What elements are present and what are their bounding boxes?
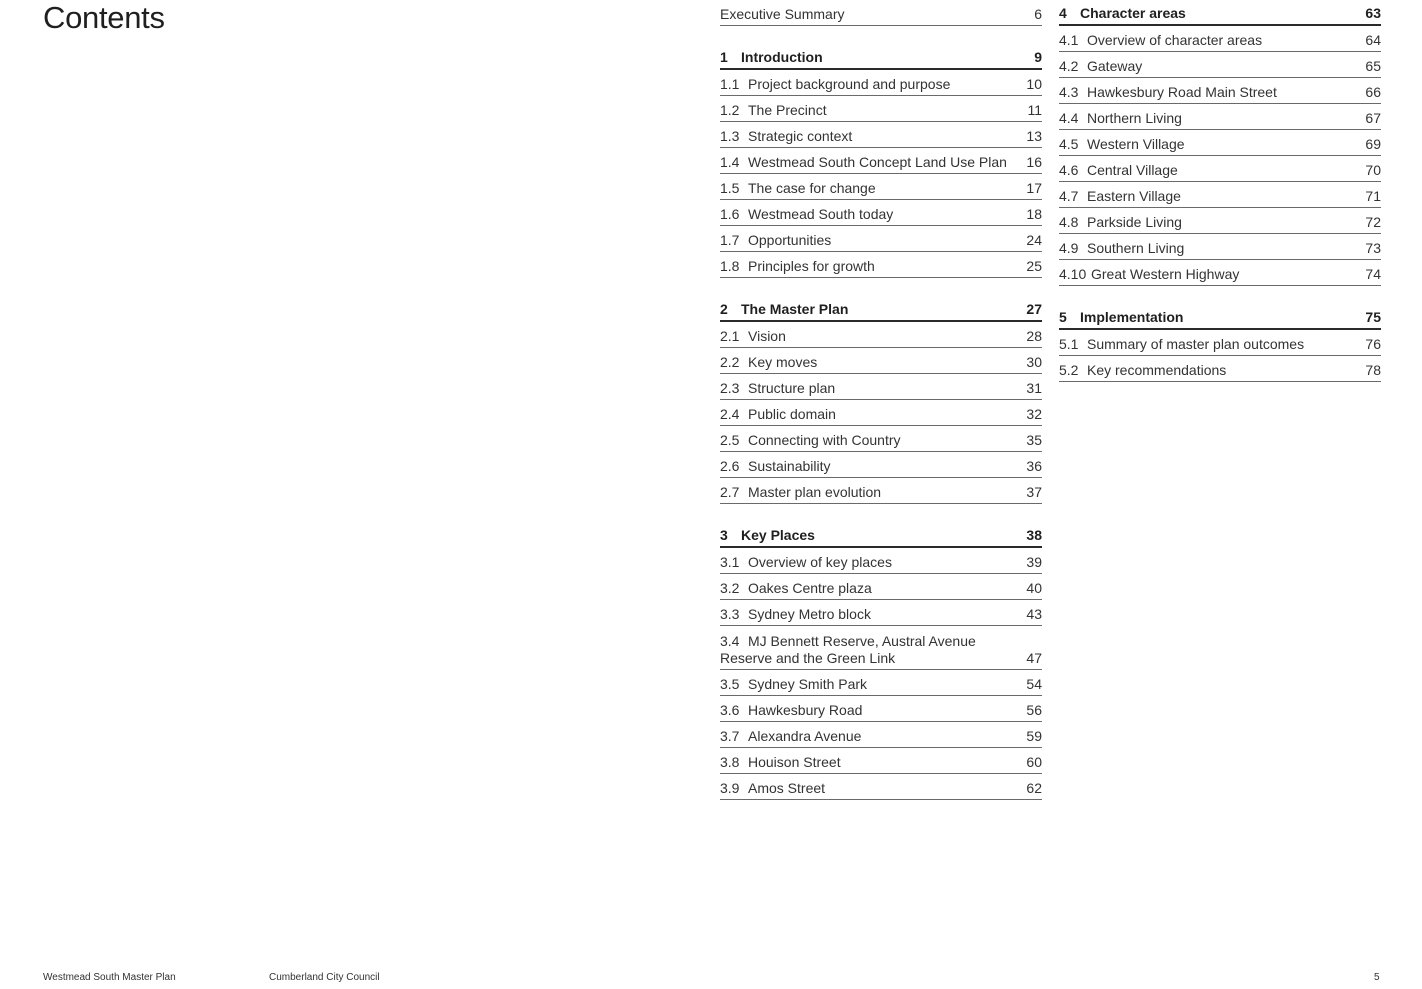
entry-label: Northern Living <box>1087 110 1182 126</box>
entry-page: 11 <box>1027 102 1042 118</box>
entry-page: 76 <box>1365 336 1381 352</box>
entry-number: 5.2 <box>1059 362 1079 378</box>
entry-number: 1.7 <box>720 232 740 248</box>
entry-number: 1.1 <box>720 76 740 92</box>
toc-entry-page: 6 <box>1034 6 1042 22</box>
entry-label: Hawkesbury Road Main Street <box>1087 84 1277 100</box>
entry-number: 3.8 <box>720 754 740 770</box>
toc-entry[interactable] <box>1059 52 1381 78</box>
entry-label: Amos Street <box>748 780 826 796</box>
toc-entry[interactable] <box>720 70 1042 96</box>
footer-page-number: 5 <box>1374 972 1380 983</box>
entry-label: Principles for growth <box>748 258 875 274</box>
entry-label: Summary of master plan outcomes <box>1087 336 1305 352</box>
entry-label: Sydney Metro block <box>748 606 871 622</box>
entry-page: 18 <box>1026 206 1042 222</box>
section-page: 75 <box>1365 309 1381 325</box>
entry-page: 47 <box>1026 650 1042 666</box>
entry-number: 1.4 <box>720 154 740 170</box>
toc-section-character-areas[interactable] <box>1059 0 1381 26</box>
entry-label: Opportunities <box>748 232 832 248</box>
toc-entry[interactable] <box>1059 234 1381 260</box>
toc-entry[interactable] <box>1059 156 1381 182</box>
toc-entry[interactable] <box>1059 26 1381 52</box>
toc-entry[interactable] <box>720 626 1042 670</box>
toc-entry[interactable] <box>720 670 1042 696</box>
toc-section-implementation[interactable] <box>1059 304 1381 330</box>
entry-page: 71 <box>1365 188 1381 204</box>
entry-number: 4.8 <box>1059 214 1079 230</box>
entry-page: 35 <box>1026 432 1042 448</box>
entry-number: 2.2 <box>720 354 740 370</box>
entry-page: 62 <box>1026 780 1042 796</box>
entry-number: 2.3 <box>720 380 740 396</box>
entry-page: 36 <box>1026 458 1042 474</box>
entry-label: Central Village <box>1087 162 1178 178</box>
entry-page: 60 <box>1026 754 1042 770</box>
entry-page: 74 <box>1365 266 1381 282</box>
entry-number: 1.2 <box>720 102 740 118</box>
section-page: 38 <box>1026 527 1042 543</box>
entry-label: Western Village <box>1087 136 1185 152</box>
toc-entry[interactable] <box>1059 130 1381 156</box>
entry-page: 31 <box>1026 380 1042 396</box>
entry-label: Master plan evolution <box>748 484 882 500</box>
entry-label: Parkside Living <box>1087 214 1182 230</box>
toc-entry[interactable] <box>1059 330 1381 356</box>
entry-number: 3.7 <box>720 728 740 744</box>
section-number: 5 <box>1059 309 1067 325</box>
toc-entry[interactable] <box>720 748 1042 774</box>
entry-number: 3.3 <box>720 606 740 622</box>
toc-entry[interactable] <box>720 200 1042 226</box>
entry-label: Strategic context <box>748 128 853 144</box>
entry-number: 4.9 <box>1059 240 1079 256</box>
entry-page: 64 <box>1365 32 1381 48</box>
entry-number: 3.9 <box>720 780 740 796</box>
toc-entry[interactable] <box>720 452 1042 478</box>
entry-page: 65 <box>1365 58 1381 74</box>
toc-entry[interactable] <box>1059 104 1381 130</box>
entry-number: 1.8 <box>720 258 740 274</box>
entry-label: Sydney Smith Park <box>748 676 868 692</box>
entry-label: Westmead South today <box>748 206 894 222</box>
toc-entry[interactable] <box>720 426 1042 452</box>
entry-label: Gateway <box>1087 58 1143 74</box>
entry-page: 28 <box>1026 328 1042 344</box>
entry-label: Oakes Centre plaza <box>748 580 872 596</box>
entry-page: 30 <box>1026 354 1042 370</box>
entry-label: Houison Street <box>748 754 841 770</box>
entry-label: Eastern Village <box>1087 188 1181 204</box>
toc-entry[interactable] <box>720 722 1042 748</box>
toc-entry-executive-summary[interactable] <box>720 0 1042 26</box>
entry-label: Project background and purpose <box>748 76 951 92</box>
toc-entry[interactable] <box>1059 182 1381 208</box>
toc-entry[interactable] <box>720 96 1042 122</box>
toc-entry[interactable] <box>1059 260 1381 286</box>
section-page: 27 <box>1026 301 1042 317</box>
entry-page: 54 <box>1026 676 1042 692</box>
section-number: 2 <box>720 301 728 317</box>
entry-page: 66 <box>1365 84 1381 100</box>
entry-number: 2.6 <box>720 458 740 474</box>
entry-number: 3.1 <box>720 554 740 570</box>
entry-label: Hawkesbury Road <box>748 702 863 718</box>
toc-entry[interactable] <box>720 548 1042 574</box>
section-title: Character areas <box>1080 5 1186 21</box>
entry-label: Vision <box>748 328 786 344</box>
entry-label: The case for change <box>748 180 876 196</box>
entry-page: 69 <box>1365 136 1381 152</box>
footer-council-name: Cumberland City Council <box>269 972 380 983</box>
entry-page: 39 <box>1026 554 1042 570</box>
entry-number: 1.5 <box>720 180 740 196</box>
toc-entry[interactable] <box>720 696 1042 722</box>
entry-label: Connecting with Country <box>748 432 901 448</box>
toc-entry[interactable] <box>720 574 1042 600</box>
section-number: 3 <box>720 527 728 543</box>
entry-label: Public domain <box>748 406 836 422</box>
entry-label: Key recommendations <box>1087 362 1227 378</box>
entry-page: 43 <box>1026 606 1042 622</box>
entry-label: Great Western Highway <box>1091 266 1240 282</box>
entry-label: The Precinct <box>748 102 827 118</box>
entry-page: 32 <box>1026 406 1042 422</box>
entry-page: 56 <box>1026 702 1042 718</box>
entry-page: 16 <box>1026 154 1042 170</box>
toc-entry[interactable] <box>1059 356 1381 382</box>
toc-entry[interactable] <box>720 226 1042 252</box>
toc-entry[interactable] <box>1059 208 1381 234</box>
entry-page: 78 <box>1365 362 1381 378</box>
section-title: Introduction <box>741 49 823 65</box>
toc-entry[interactable] <box>720 122 1042 148</box>
toc-entry[interactable] <box>720 348 1042 374</box>
toc-entry-label: Executive Summary <box>720 6 845 22</box>
toc-entry[interactable] <box>720 174 1042 200</box>
entry-number: 2.1 <box>720 328 740 344</box>
section-number: 1 <box>720 49 728 65</box>
entry-page: 73 <box>1365 240 1381 256</box>
entry-number: 3.2 <box>720 580 740 596</box>
page-title: Contents <box>43 0 165 35</box>
entry-number: 5.1 <box>1059 336 1079 352</box>
entry-number: 1.3 <box>720 128 740 144</box>
entry-page: 59 <box>1026 728 1042 744</box>
toc-entry[interactable] <box>720 774 1042 800</box>
entry-number: 3.4 <box>720 633 740 649</box>
toc-entry[interactable] <box>720 400 1042 426</box>
entry-number: 3.6 <box>720 702 740 718</box>
entry-page: 67 <box>1365 110 1381 126</box>
entry-page: 70 <box>1365 162 1381 178</box>
entry-label: Key moves <box>748 354 818 370</box>
entry-page: 13 <box>1026 128 1042 144</box>
entry-number: 3.5 <box>720 676 740 692</box>
entry-number: 4.6 <box>1059 162 1079 178</box>
entry-number: 4.7 <box>1059 188 1079 204</box>
toc-entry[interactable] <box>720 148 1042 174</box>
toc-section-master-plan[interactable] <box>720 296 1042 322</box>
toc-entry[interactable] <box>720 322 1042 348</box>
entry-page: 72 <box>1365 214 1381 230</box>
entry-number: 4.10 <box>1059 266 1087 282</box>
entry-page: 10 <box>1026 76 1042 92</box>
entry-label: Structure plan <box>748 380 836 396</box>
toc-entry[interactable] <box>1059 78 1381 104</box>
entry-page: 40 <box>1026 580 1042 596</box>
section-title: Implementation <box>1080 309 1184 325</box>
toc-entry[interactable] <box>720 600 1042 626</box>
section-number: 4 <box>1059 5 1067 21</box>
entry-number: 4.5 <box>1059 136 1079 152</box>
footer-document-title: Westmead South Master Plan <box>43 972 176 983</box>
entry-number: 4.1 <box>1059 32 1079 48</box>
entry-number: 4.4 <box>1059 110 1079 126</box>
toc-section-introduction[interactable] <box>720 44 1042 70</box>
toc-column-left <box>720 0 1042 800</box>
entry-page: 37 <box>1026 484 1042 500</box>
entry-number: 4.3 <box>1059 84 1079 100</box>
toc-entry[interactable] <box>720 374 1042 400</box>
entry-page: 24 <box>1026 232 1042 248</box>
entry-number: 2.5 <box>720 432 740 448</box>
toc-entry[interactable] <box>720 252 1042 278</box>
entry-number: 2.7 <box>720 484 740 500</box>
entry-number: 1.6 <box>720 206 740 222</box>
entry-label: Westmead South Concept Land Use Plan <box>748 154 1007 170</box>
entry-number: 2.4 <box>720 406 740 422</box>
entry-page: 25 <box>1026 258 1042 274</box>
entry-label: Southern Living <box>1087 240 1185 256</box>
entry-label: Sustainability <box>748 458 831 474</box>
entry-number: 4.2 <box>1059 58 1079 74</box>
section-page: 63 <box>1365 5 1381 21</box>
toc-column-right <box>1059 0 1381 382</box>
section-title: The Master Plan <box>741 301 849 317</box>
section-page: 9 <box>1034 49 1042 65</box>
entry-label: Overview of character areas <box>1087 32 1263 48</box>
entry-label: MJ Bennett Reserve, Austral Avenue Reserve and the Green Link <box>720 633 976 666</box>
section-title: Key Places <box>741 527 815 543</box>
toc-entry[interactable] <box>720 478 1042 504</box>
entry-label: Alexandra Avenue <box>748 728 862 744</box>
entry-label: Overview of key places <box>748 554 892 570</box>
entry-page: 17 <box>1026 180 1042 196</box>
toc-section-key-places[interactable] <box>720 522 1042 548</box>
